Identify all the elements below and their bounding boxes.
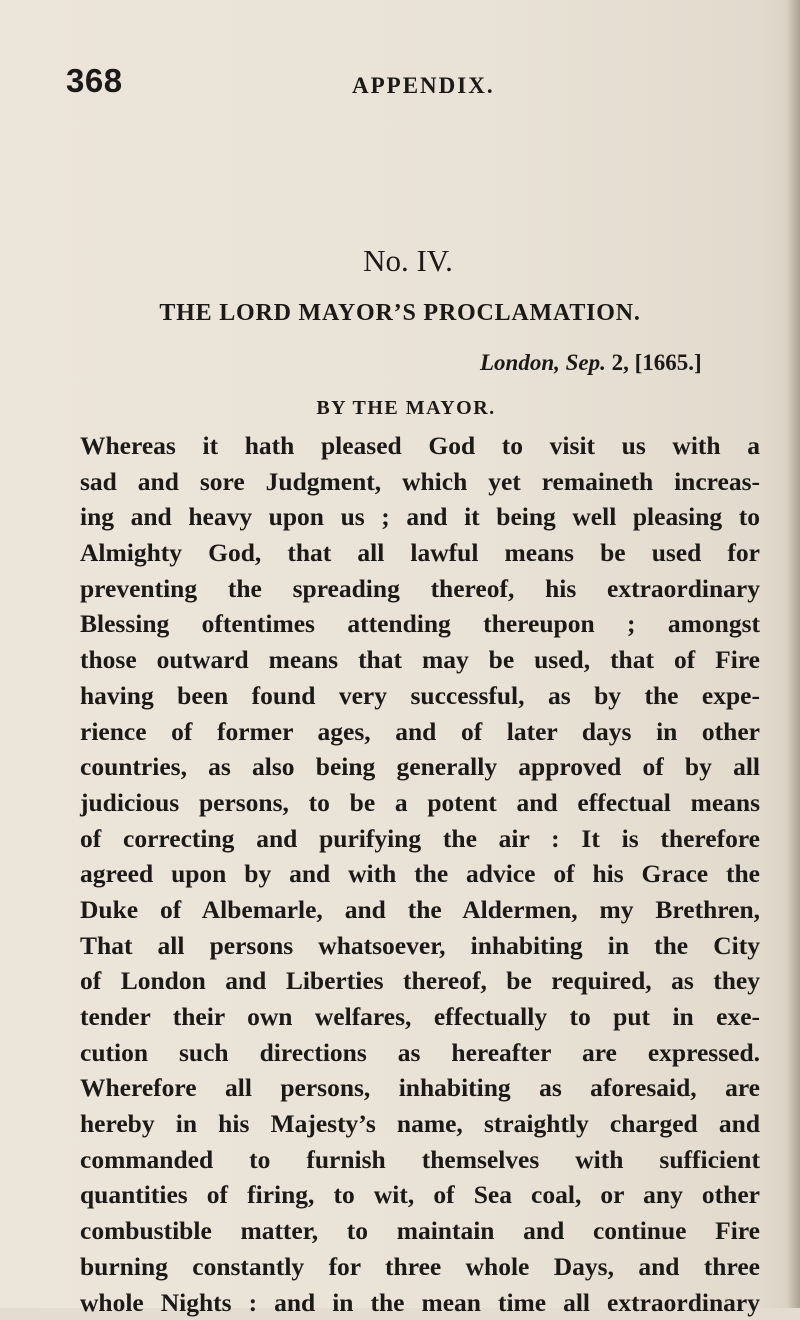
page-number: 368	[66, 62, 123, 100]
proclamation-body	[80, 428, 760, 1320]
byline	[0, 397, 800, 420]
body-line: Wherefore all persons, inhabiting as aforesaid, are	[80, 1070, 760, 1106]
page-binding-shadow	[786, 0, 800, 1308]
dateline-month: Sep.	[566, 350, 606, 375]
body-line: burning constantly for three whole Days, and three	[80, 1249, 760, 1285]
body-line: hereby in his Majesty’s name, straightly charged and	[80, 1106, 760, 1142]
body-line: Almighty God, that all lawful means be used for	[80, 535, 760, 571]
byline-text: BY THE MAYOR.	[316, 397, 495, 420]
body-line: of correcting and purifying the air : It is therefore	[80, 821, 760, 857]
body-line: Duke of Albemarle, and the Aldermen, my Brethren,	[80, 892, 760, 928]
body-line: Blessing oftentimes attending thereupon ; amongst	[80, 606, 760, 642]
body-line: ing and heavy upon us ; and it being well pleasing to	[80, 499, 760, 535]
running-head	[66, 62, 766, 112]
body-line: tender their own welfares, effectually to put in exe-	[80, 999, 760, 1035]
body-line: quantities of firing, to wit, of Sea coal, or any other	[80, 1177, 760, 1213]
body-line: preventing the spreading thereof, his extraordinary	[80, 571, 760, 607]
dateline-rest: 2, [1665.]	[612, 350, 702, 375]
dateline-place: London,	[480, 350, 560, 375]
body-line: of London and Liberties thereof, be required, as they	[80, 963, 760, 999]
running-title: APPENDIX.	[352, 73, 495, 99]
document-number: No. IV.	[363, 243, 453, 279]
proclamation-title: THE LORD MAYOR’S PROCLAMATION.	[0, 300, 800, 327]
body-line: combustible matter, to maintain and continue Fire	[80, 1213, 760, 1249]
body-line: rience of former ages, and of later days in other	[80, 714, 760, 750]
body-line: That all persons whatsoever, inhabiting in the City	[80, 928, 760, 964]
body-line: Whereas it hath pleased God to visit us with a	[80, 428, 760, 464]
body-line: judicious persons, to be a potent and effectual means	[80, 785, 760, 821]
dateline	[480, 350, 702, 376]
body-line: those outward means that may be used, that of Fire	[80, 642, 760, 678]
body-line: having been found very successful, as by the expe-	[80, 678, 760, 714]
body-line: agreed upon by and with the advice of his Grace the	[80, 856, 760, 892]
document-number-heading	[0, 243, 800, 279]
body-line: whole Nights : and in the mean time all extraordinary	[80, 1285, 760, 1320]
body-line: commanded to furnish themselves with sufficient	[80, 1142, 760, 1178]
body-line: countries, as also being generally approved of by all	[80, 749, 760, 785]
body-line: cution such directions as hereafter are expressed.	[80, 1035, 760, 1071]
body-line: sad and sore Judgment, which yet remaineth increas-	[80, 464, 760, 500]
